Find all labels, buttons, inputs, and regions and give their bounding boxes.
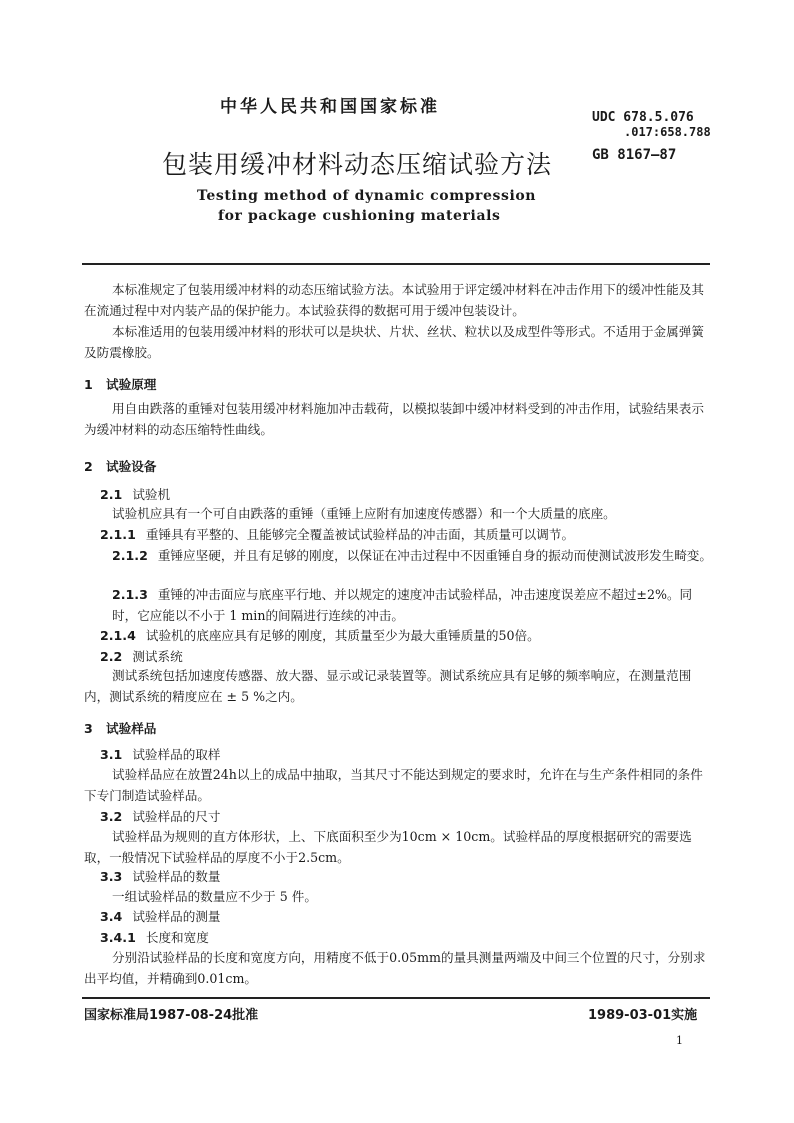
clause-title: 试验样品的测量 xyxy=(132,909,221,924)
section-title: 试验设备 xyxy=(106,459,157,474)
clause-2-1-3 xyxy=(84,584,712,626)
section-1-body xyxy=(84,398,712,440)
clause-2-1-heading xyxy=(100,484,712,505)
section-3-heading xyxy=(84,718,156,737)
header-divider xyxy=(82,263,710,265)
clause-number: 2.1.4 xyxy=(100,628,136,643)
section-number: 1 xyxy=(84,377,93,392)
footer-divider xyxy=(82,997,710,999)
section-number: 2 xyxy=(84,459,93,474)
paragraph: 一组试验样品的数量应不少于 5 件。 xyxy=(112,889,317,904)
page-title-english-line2: for package cushioning materials xyxy=(218,208,501,224)
page-title-chinese: 包装用缓冲材料动态压缩试验方法 xyxy=(162,150,553,179)
effective-date: 1989-03-01实施 xyxy=(588,1008,698,1023)
clause-3-3-heading xyxy=(100,866,712,887)
udc-code-line2: .017:658.788 xyxy=(624,125,711,139)
clause-number: 3.4 xyxy=(100,909,123,924)
clause-title: 测试系统 xyxy=(132,649,183,664)
clause-text: 重锤应坚硬，并且有足够的刚度，以保证在冲击过程中不因重锤自身的振动而使测试波形发生畸变。 xyxy=(157,548,712,563)
clause-number: 3.1 xyxy=(100,747,123,762)
clause-3-4-heading xyxy=(100,906,712,927)
clause-3-4-1-heading xyxy=(100,927,712,948)
clause-number: 2.2 xyxy=(100,649,123,664)
clause-2-1-1 xyxy=(100,524,712,545)
clause-2-1-2 xyxy=(84,545,712,566)
clause-title: 长度和宽度 xyxy=(145,930,209,945)
clause-3-1-body xyxy=(84,764,712,806)
clause-text: 试验机的底座应具有足够的刚度，其质量至少为最大重锤质量的50倍。 xyxy=(145,628,540,643)
section-1-heading xyxy=(84,374,156,393)
paragraph: 试验样品为规则的直方体形状，上、下底面积至少为10cm × 10cm。试验样品的厚度根据研究的需要选取，一般情况下试验样品的厚度不小于2.5cm。 xyxy=(84,829,692,865)
clause-2-2-heading xyxy=(100,646,712,667)
clause-title: 试验样品的数量 xyxy=(132,869,221,884)
clause-3-4-1-body xyxy=(84,947,712,989)
clause-text: 重锤具有平整的、且能够完全覆盖被试试验样品的冲击面，其质量可以调节。 xyxy=(145,527,575,542)
standard-number: GB 8167—87 xyxy=(592,147,677,163)
paragraph: 试验样品应在放置24h以上的成品中抽取，当其尺寸不能达到规定的要求时，允许在与生产条件相同的条件下专门制造试验样品。 xyxy=(84,767,703,803)
intro-paragraph-1: 本标准规定了包装用缓冲材料的动态压缩试验方法。本试验用于评定缓冲材料在冲击作用下的缓冲性能及其在流通过程中对内装产品的保护能力。本试验获得的数据可用于缓冲包装设计。 xyxy=(84,282,704,318)
clause-title: 试验样品的尺寸 xyxy=(132,809,221,824)
clause-number: 2.1.3 xyxy=(112,587,148,602)
clause-number: 2.1 xyxy=(100,487,123,502)
page-title-english-line1: Testing method of dynamic compression xyxy=(197,188,537,204)
clause-number: 3.2 xyxy=(100,809,123,824)
clause-number: 3.3 xyxy=(100,869,123,884)
paragraph: 试验机应具有一个可自由跌落的重锤（重锤上应附有加速度传感器）和一个大质量的底座。 xyxy=(112,506,616,521)
page-number: 1 xyxy=(676,1034,683,1047)
issuing-authority: 中华人民共和国国家标准 xyxy=(220,97,440,117)
clause-3-3-body xyxy=(84,886,712,907)
clause-3-2-body xyxy=(84,826,712,868)
section-number: 3 xyxy=(84,721,93,736)
clause-2-2-body xyxy=(84,665,712,707)
clause-3-2-heading xyxy=(100,806,712,827)
clause-number: 2.1.1 xyxy=(100,527,136,542)
udc-code-line1: UDC 678.5.076 xyxy=(592,110,694,125)
section-2-heading xyxy=(84,456,156,475)
section-title: 试验样品 xyxy=(106,721,157,736)
clause-2-1-4 xyxy=(100,625,712,646)
paragraph: 用自由跌落的重锤对包装用缓冲材料施加冲击载荷，以模拟装卸中缓冲材料受到的冲击作用，试验结果表示为缓冲材料的动态压缩特性曲线。 xyxy=(84,401,704,437)
clause-text: 重锤的冲击面应与底座平行地、并以规定的速度冲击试验样品，冲击速度误差应不超过±2%。同时，它应能以不小于 1 min的间隔进行连续的冲击。 xyxy=(112,587,693,623)
clause-title: 试验样品的取样 xyxy=(132,747,221,762)
clause-title: 试验机 xyxy=(132,487,171,502)
clause-2-1-body xyxy=(84,503,712,524)
clause-number: 2.1.2 xyxy=(112,548,148,563)
paragraph: 测试系统包括加速度传感器、放大器、显示或记录装置等。测试系统应具有足够的频率响应，在测量范围内，测试系统的精度应在 ± 5 %之内。 xyxy=(84,668,692,704)
section-title: 试验原理 xyxy=(106,377,157,392)
intro-paragraph-2: 本标准适用的包装用缓冲材料的形状可以是块状、片状、丝状、粒状以及成型件等形式。不适用于金属弹簧及防震橡胶。 xyxy=(84,324,704,360)
clause-number: 3.4.1 xyxy=(100,930,136,945)
intro-section xyxy=(84,279,712,363)
paragraph: 分别沿试验样品的长度和宽度方向，用精度不低于0.05mm的量具测量两端及中间三个位置的尺寸，分别求出平均值，并精确到0.01cm。 xyxy=(84,950,706,986)
approval-date: 国家标准局1987-08-24批准 xyxy=(84,1008,259,1023)
clause-3-1-heading xyxy=(100,744,712,765)
